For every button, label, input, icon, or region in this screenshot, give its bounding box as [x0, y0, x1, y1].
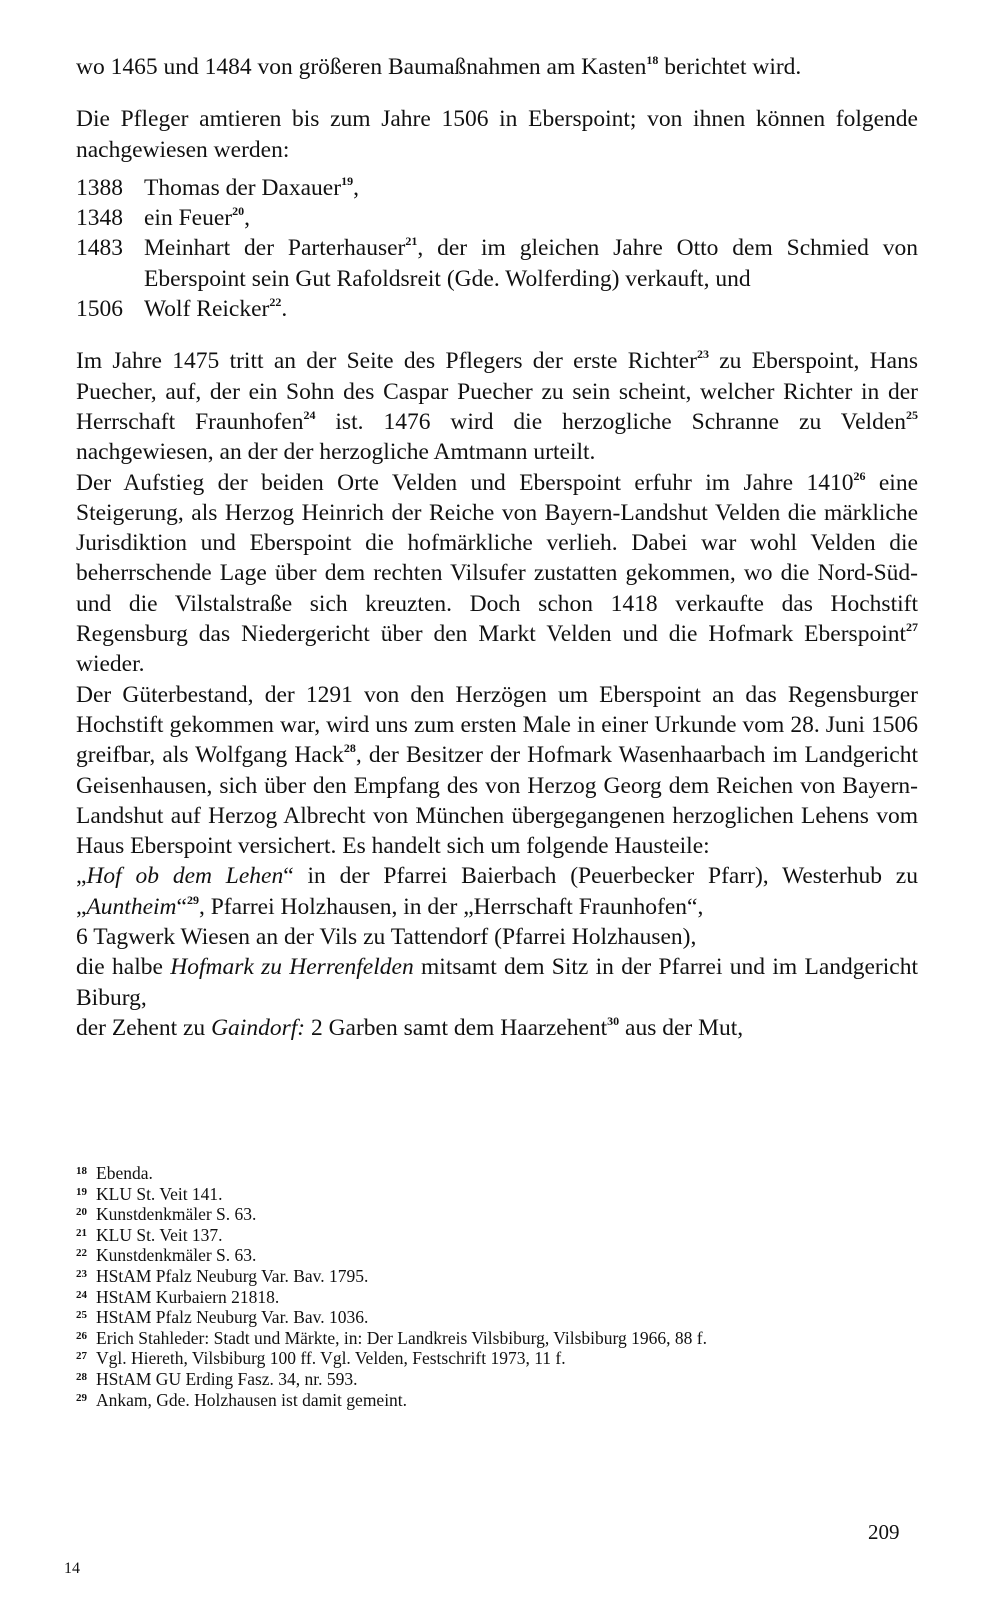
footnote-ref[interactable]: 24	[303, 407, 316, 422]
list-item: 1348 ein Feuer$^{20}$,	[76, 204, 250, 232]
footnote: 28 HStAM GU Erding Fasz. 34, nr. 593.	[76, 1368, 358, 1389]
footnote: 24 HStAM Kurbaiern 21818.	[76, 1286, 280, 1307]
paragraph-7: 6 Tagwerk Wiesen an der Vils zu Tattendorf (Pfarrei Holzhausen),	[76, 924, 697, 951]
footnote: 26 Erich Stahleder: Stadt und Märkte, in: Der Landkreis Vilsbiburg, Vilsbiburg 1966, 88 f.	[76, 1327, 707, 1348]
footnote-ref[interactable]: 19	[341, 173, 354, 188]
footnote: 22 Kunstdenkmäler S. 63.	[76, 1245, 257, 1266]
paragraph-3: Im Jahre 1475 tritt an der Seite des Pflegers der erste Richter$^{23}$ zu Eberspoint, Hans Puecher, auf, der ein Sohn des Caspar Puecher zu sein scheint, welcher Richter in der Herrschaft Fraunhofen$^{24}$ ist. 1476 wird die herzogliche Schranne zu Velden$^{25}$ nachgewiesen, an der der herzogliche Amtmann urteilt.	[76, 347, 918, 466]
footnote-ref[interactable]: 22	[269, 294, 282, 309]
list-item: 1483 Meinhart der Parterhauser$^{21}$, der im gleichen Jahre Otto dem Schmied von Eberspoint sein Gut Rafoldsreit (Gde. Wolferding) verkauft, und	[76, 234, 918, 292]
footnote: 19 KLU St. Veit 141.	[76, 1183, 223, 1204]
footnote-ref[interactable]: 30	[607, 1013, 620, 1028]
footnote: 18 Ebenda.	[76, 1163, 153, 1183]
footnote-ref[interactable]: 26	[853, 468, 866, 483]
footnote-ref[interactable]: 23	[696, 347, 709, 362]
footnote-ref[interactable]: 27	[906, 619, 918, 634]
footnote-ref[interactable]: 21	[405, 234, 418, 249]
footnote: 23 HStAM Pfalz Neuburg Var. Bav. 1795.	[76, 1265, 369, 1286]
footnote-ref[interactable]: 18	[646, 52, 659, 67]
pfleger-list	[76, 173, 918, 324]
list-item: 1506 Wolf Reicker$^{22}$.	[76, 294, 288, 323]
paragraph-4: Der Aufstieg der beiden Orte Velden und Eberspoint erfuhr im Jahre 1410$^{26}$ eine Steigerung, als Herzog Heinrich der Reiche von Bayern-Landshut Velden die märkliche Jurisdiktion und Eberspoint die hofmärkliche verlieh. Dabei war wohl Velden die beherrschende Lage über dem rechten Vilsufer zustatten gekommen, wo die Nord-Süd- und die Vilstalstraße sich kreuzten. Doch schon 1418 verkaufte das Hochstift Regensburg das Niedergericht über den Markt Velden und die Hofmark Eberspoint$^{27}$ wieder.	[76, 468, 919, 678]
footnotes	[76, 1163, 918, 1410]
footnote: 29 Ankam, Gde. Holzhausen ist damit gemeint.	[76, 1389, 408, 1410]
footnote-ref[interactable]: 28	[343, 741, 356, 756]
signature-mark: 14	[64, 1560, 80, 1577]
list-item: 1388 Thomas der Daxauer$^{19}$,	[76, 173, 359, 201]
footnote-ref[interactable]: 25	[906, 407, 918, 422]
paragraph-6: „Hof ob dem Lehen“ in der Pfarrei Baierbach (Peuerbecker Pfarr), Westerhub zu „Auntheim“$^{29}$, Pfarrei Holzhausen, in der „Herrschaft Fraunhofen“,	[76, 863, 918, 920]
footnote: 25 HStAM Pfalz Neuburg Var. Bav. 1036.	[76, 1307, 369, 1328]
footnote-ref[interactable]: 20	[232, 204, 245, 218]
paragraph-9: der Zehent zu Gaindorf: 2 Garben samt dem Haarzehent$^{30}$ aus der Mut,	[76, 1013, 744, 1041]
footnote: 27 Vgl. Hiereth, Vilsbiburg 100 ff. Vgl. Velden, Festschrift 1973, 11 f.	[76, 1348, 566, 1369]
footnote: 20 Kunstdenkmäler S. 63.	[76, 1204, 257, 1225]
paragraph-5: Der Güterbestand, der 1291 von den Herzögen um Eberspoint an das Regensburger Hochstift gekommen war, wird uns zum ersten Male in einer Urkunde vom 28. Juni 1506 greifbar, als Wolfgang Hack$^{28}$, der Besitzer der Hofmark Wasenhaarbach im Landgericht Geisenhausen, sich über den Empfang des von Herzog Georg dem Reichen von Bayern-Landshut auf Herzog Albrecht von München übergegangenen herzoglichen Lehens vom Haus Eberspoint versichert. Es handelt sich um folgende Hausteile:	[76, 681, 918, 860]
page-number: 209	[868, 1520, 900, 1544]
paragraph-1: wo 1465 und 1484 von größeren Baumaßnahmen am Kasten$^{18}$ berichtet wird.	[76, 52, 802, 80]
footnote-ref[interactable]: 29	[186, 892, 199, 907]
footnote: 21 KLU St. Veit 137.	[76, 1224, 223, 1245]
paragraph-2: Die Pfleger amtieren bis zum Jahre 1506 in Eberspoint; von ihnen können folgende nachgewiesen werden:	[76, 106, 918, 163]
main-text	[76, 52, 918, 1043]
paragraph-8: die halbe Hofmark zu Herrenfelden mitsamt dem Sitz in der Pfarrei und im Landgericht Biburg,	[76, 954, 918, 1011]
